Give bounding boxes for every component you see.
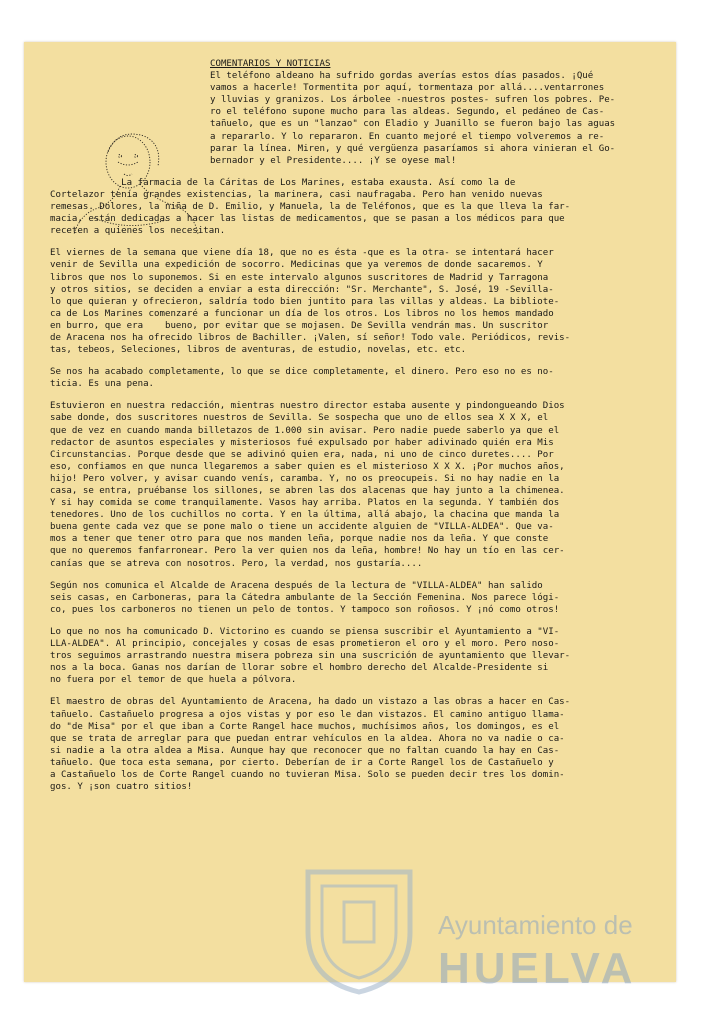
text-line: nos a la boca. Ganas nos darían de llorar sobre el hombro derecho del Alcalde-Presidente si	[50, 663, 549, 674]
paragraph-farmacia	[50, 177, 662, 237]
text-line: si nadie a la otra aldea a Misa. Aunque hay que reconocer que no faltan cuando la hay en Cas-	[50, 745, 560, 756]
watermark-line-1: Ayuntamiento de	[438, 910, 633, 940]
text-line: seis casas, en Carboneras, para la Cátedra ambulante de la Sección Femenina. Nos parece lógi-	[50, 592, 560, 603]
paragraph-castanuelo	[50, 696, 662, 793]
text-line: El maestro de obras del Ayuntamiento de Aracena, ha dado un vistazo a las obras a hacer en Cas-	[50, 697, 571, 708]
text-line: bernador y el Presidente.... ¡Y se oyese mal!	[210, 155, 457, 166]
text-line: a repararlo. Y lo repararon. En cuanto mejoré el tiempo volveremos a re-	[210, 131, 605, 142]
text-line: tañuelo. Que toca esta semana, por cierto. Deberían de ir a Corte Rangel los de Castañuelo y	[50, 757, 554, 768]
text-line: tros seguimos arrastrando nuestra misera pobreza sin una suscrición de ayuntamiento que llevar-	[50, 651, 571, 662]
text-line: Lo que no nos ha comunicado D. Victorino es cuando se piensa suscribir el Ayuntamiento a "VI-	[50, 626, 560, 637]
watermark-line-2: HUELVA	[438, 944, 637, 993]
text-line: tas, tebeos, Seleciones, libros de aventuras, de estudio, novelas, etc. etc.	[50, 345, 467, 356]
text-line: y lluvias y granizos. Los árbolee -nuestros postes- sufren los pobres. Pe-	[210, 95, 616, 106]
text-line: do "de Misa" por el que iban a Corte Rangel hace muchos, muchísimos años, los domingos, es el	[50, 721, 560, 732]
text-line: buena gente cada vez que se pone malo o tiene un accidente alguien de "VILLA-ALDEA". Que va-	[50, 522, 554, 533]
text-line: hijo! Pero volver, y avisar cuando venís, caramba. Y, no os preocupeis. Si no hay nadie en la	[50, 473, 560, 484]
text-line: no fuera por el temor de que huela a pólvora.	[50, 675, 297, 686]
text-line: y otros sitios, se deciden a enviar a esta dirección: "Sr. Merchante", S. José, 19 -Sevilla-	[50, 284, 554, 295]
paragraph-dinero	[50, 366, 662, 390]
huelva-watermark	[300, 862, 670, 1002]
text-line: macia, están dedicadas a hacer las listas de medicamentos, que se pasan a los médicos para que	[50, 214, 565, 225]
text-line: Se nos ha acabado completamente, lo que se dice completamente, el dinero. Pero eso no es no-	[50, 367, 554, 378]
paragraph-suscritores	[50, 400, 662, 569]
text-line: tañuelo, que es un "lanzao" con Eladio y Juanillo se fueron bajo las aguas	[210, 119, 616, 130]
paragraph-telefono	[210, 70, 662, 167]
text-line: de Aracena nos ha ofrecido libros de Bachiller. ¡Valen, sí señor! Todo vale. Periódicos, revis-	[50, 332, 571, 343]
text-line: vamos a hacerle! Tormentita por aquí, tormentaza por allá....ventarrones	[210, 83, 605, 94]
text-line: en burro, que era bueno, por evitar que se mojasen. De Sevilla vendrán mas. Un suscritor	[50, 320, 549, 331]
text-line: tenedores. Uno de los cuchillos no corta. Y en la última, allá abajo, la chacina que manda la	[50, 510, 560, 521]
text-line: canías que se atreva con nosotros. Pero, la verdad, nos gustaría....	[50, 558, 423, 569]
paragraph-victorino	[50, 626, 662, 686]
text-line: sabe donde, dos suscritores nuestros de Sevilla. Se sospecha que uno de ellos sea X X X, el	[50, 413, 549, 424]
text-line: remesas. Dolores, la niña de D. Emilio, y Manuela, la de Teléfonos, que es la que lleva la far-	[50, 202, 571, 213]
text-line: eso, confiamos en que nunca llegaremos a saber quien es el misterioso X X X. ¡Por muchos años,	[50, 461, 565, 472]
paragraph-alcalde	[50, 580, 662, 616]
text-line: ca de Los Marines comenzaré a funcionar un día de los otros. Los libros no los hemos mandado	[50, 308, 554, 319]
text-line: parar la línea. Miren, y qué vergüenza pasaríamos si ahora vinieran el Go-	[210, 143, 616, 154]
section-heading: COMENTARIOS Y NOTICIAS	[210, 59, 331, 69]
text-line: Según nos comunica el Alcalde de Aracena después de la lectura de "VILLA-ALDEA" han salido	[50, 580, 543, 591]
paragraph-expedicion	[50, 247, 662, 356]
text-line: mos a tener que tener otro para que nos manden leña, porque nadie nos da leña. Y que conste	[50, 534, 549, 545]
text-line: co, pues los carboneros no tienen un pelo de tontos. Y tampoco son roñosos. Y ¡nó como otros!	[50, 604, 560, 615]
text-line: ticia. Es una pena.	[50, 379, 155, 390]
text-line: lo que quieran y ofrecieron, saldría todo bien juntito para las villas y aldeas. La bibliote-	[50, 296, 560, 307]
text-line: Circunstancias. Porque desde que se adivinó quien era, nada, ni uno de cinco duretes.... Por	[50, 449, 554, 460]
text-line: El teléfono aldeano ha sufrido gordas averías estos días pasados. ¡Qué	[210, 71, 594, 82]
text-line: a Castañuelo los de Corte Rangel cuando no tuvieran Misa. Solo se pueden decir tres los domin-	[50, 769, 565, 780]
text-line: que de vez en cuando manda billetazos de 1.000 sin avisar. Pero nadie puede saberlo ya que el	[50, 425, 560, 436]
text-line: ro el teléfono supone mucho para las aldeas. Segundo, el pedáneo de Cas-	[210, 107, 605, 118]
text-line: venir de Sevilla una expedición de socorro. Medicinas que ya veremos de donde sacaremos. Y	[50, 260, 543, 271]
text-line: redactor de asuntos especiales y misteriosos fué expulsado por haber adivinado quién era Mis	[50, 437, 554, 448]
text-line: El viernes de la semana que viene día 18, que no es ésta -que es la otra- se intentará hacer	[50, 248, 554, 259]
newsletter-text	[50, 58, 662, 803]
text-line: receten a quienes los necesitan.	[50, 226, 226, 237]
text-line: Y si hay comida se come tranquilamente. Vasos hay arriba. Platos en la segunda. Y también dos	[50, 498, 560, 509]
text-line: gos. Y ¡son cuatro sitios!	[50, 782, 193, 793]
text-line: que se trata de arreglar para que puedan entrar vehículos en la aldea. Ahora no va nadie o ca-	[50, 733, 565, 744]
text-line: Estuvieron en nuestra redacción, mientras nuestro director estaba ausente y pindongueando Dios	[50, 401, 565, 412]
text-line: La farmacia de la Cáritas de Los Marines, estaba exausta. Así como la de	[50, 177, 516, 188]
coat-of-arms-icon	[300, 862, 418, 996]
text-line: casa, se entra, pruébanse los sillones, se abren las dos alacenas que hay junto a la chimenea.	[50, 486, 565, 496]
text-line: que no queremos fanfarronear. Pero la ver quien nos da leña, hombre! No hay un tío en las cer-	[50, 546, 565, 557]
text-line: tañuelo. Castañuelo progresa a ojos vistas y por eso le dan vistazos. El camino antiguo llama-	[50, 709, 565, 720]
text-line: Cortelazor tenía grandes existencias, la marinera, casi naufragaba. Pero han venido nuevas	[50, 189, 543, 200]
text-line: libros que nos lo suponemos. Si en este intervalo algunos suscritores de Madrid y Tarragona	[50, 272, 549, 283]
text-line: LLA-ALDEA". Al principio, concejales y cosas de esas prometieron el oro y el moro. Pero noso-	[50, 639, 560, 650]
